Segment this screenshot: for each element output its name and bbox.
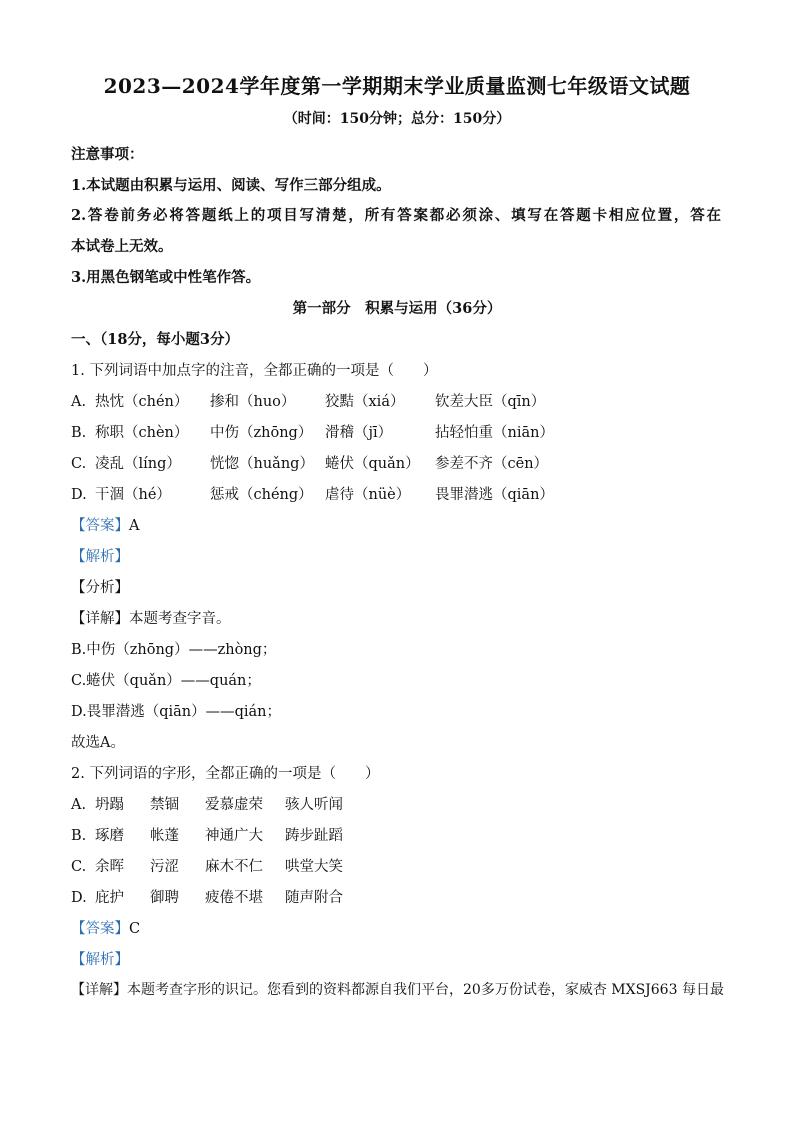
part-heading: 第一部分 积累与运用（36分） bbox=[292, 300, 502, 317]
option-term: 神通广大 bbox=[205, 828, 263, 844]
notice-item: 1.本试题由积累与运用、阅读、写作三部分组成。 bbox=[71, 177, 391, 194]
answer-value: C bbox=[129, 921, 141, 937]
fenxi-label: 【分析】 bbox=[71, 580, 129, 596]
detail-label: 【详解】 bbox=[71, 611, 129, 627]
explanation-line: 故选A。 bbox=[71, 735, 125, 751]
option-term: 爱慕虚荣 bbox=[205, 797, 263, 813]
notice-item: 本试卷上无效。 bbox=[71, 238, 173, 255]
option-term: 热忱（chén） bbox=[95, 394, 189, 410]
detail-line bbox=[71, 979, 724, 999]
question-stem: 2. 下列词语的字形，全都正确的一项是（ ） bbox=[71, 766, 380, 782]
notice-heading: 注意事项： bbox=[71, 146, 144, 163]
notice-item: 3.用黑色钢笔或中性笔作答。 bbox=[71, 269, 261, 286]
option-term: 畏罪潜逃（qiān） bbox=[435, 487, 554, 503]
explanation-line: C.蜷伏（quǎn）——quán； bbox=[71, 673, 261, 689]
option-letter: C. bbox=[71, 456, 87, 472]
option-term: 钦差大臣（qīn） bbox=[435, 394, 546, 410]
option-row bbox=[71, 793, 343, 814]
option-letter: D. bbox=[71, 487, 87, 503]
option-term: 凌乱（líng） bbox=[95, 456, 181, 472]
option-term: 蜷伏（quǎn） bbox=[325, 456, 420, 472]
option-letter: C. bbox=[71, 859, 87, 875]
option-row bbox=[71, 452, 548, 473]
notice-item: 2.答卷前务必将答题纸上的项目写清楚，所有答案都必须涂、填写在答题卡相应位置，答在 bbox=[71, 207, 721, 224]
answer-label: 【答案】 bbox=[71, 518, 129, 534]
option-term: 恍惚（huǎng） bbox=[210, 456, 314, 472]
option-term: 拈轻怕重（niān） bbox=[435, 425, 554, 441]
detail-label: 【详解】 bbox=[71, 982, 127, 998]
option-term: 骇人听闻 bbox=[285, 797, 343, 813]
option-term: 踌步趾蹈 bbox=[285, 828, 343, 844]
detail-text: 本题考查字音。 bbox=[129, 611, 231, 627]
section-heading: 一、（18分，每小题3分） bbox=[71, 331, 240, 348]
option-term: 庇护 bbox=[95, 890, 124, 906]
analysis-label: 【解析】 bbox=[71, 952, 129, 968]
page-title: 2023—2024学年度第一学期期末学业质量监测七年级语文试题 bbox=[103, 74, 691, 98]
analysis-label: 【解析】 bbox=[71, 549, 129, 565]
answer-line bbox=[71, 917, 140, 938]
detail-text: 本题考查字形的识记。您看到的资料都源自我们平台，20多万份试卷，家威杏 MXSJ663 每日最 bbox=[127, 982, 724, 998]
option-term: 参差不齐（cēn） bbox=[435, 456, 549, 472]
option-term: 称职（chèn） bbox=[95, 425, 189, 441]
option-term: 麻木不仁 bbox=[205, 859, 263, 875]
exam-info: （时间：150分钟；总分：150分） bbox=[283, 111, 511, 127]
detail-line bbox=[71, 607, 231, 628]
option-term: 随声附合 bbox=[285, 890, 343, 906]
option-term: 帐蓬 bbox=[150, 828, 179, 844]
option-term: 狡黠（xiá） bbox=[325, 394, 405, 410]
question-stem: 1. 下列词语中加点字的注音，全都正确的一项是（ ） bbox=[71, 363, 438, 379]
option-letter: A. bbox=[71, 797, 87, 813]
option-letter: A. bbox=[71, 394, 87, 410]
option-row bbox=[71, 886, 343, 907]
option-letter: D. bbox=[71, 890, 87, 906]
option-letter: B. bbox=[71, 828, 87, 844]
option-term: 干涸（hé） bbox=[95, 487, 171, 503]
option-row bbox=[71, 855, 343, 876]
option-term: 虐待（nüè） bbox=[325, 487, 411, 503]
option-row bbox=[71, 421, 554, 442]
explanation-line: D.畏罪潜逃（qiān）——qián； bbox=[71, 704, 282, 720]
option-letter: B. bbox=[71, 425, 87, 441]
option-term: 污涩 bbox=[150, 859, 179, 875]
option-term: 中伤（zhōng） bbox=[210, 425, 313, 441]
option-row bbox=[71, 390, 545, 411]
answer-line bbox=[71, 514, 139, 535]
option-term: 琢磨 bbox=[95, 828, 124, 844]
option-row bbox=[71, 483, 554, 504]
option-row bbox=[71, 824, 343, 845]
option-term: 坍蹋 bbox=[95, 797, 124, 813]
answer-value: A bbox=[129, 518, 140, 534]
option-term: 御聘 bbox=[150, 890, 179, 906]
option-term: 余晖 bbox=[95, 859, 124, 875]
option-term: 禁锢 bbox=[150, 797, 179, 813]
explanation-line: B.中伤（zhōng）——zhòng； bbox=[71, 642, 277, 658]
option-term: 哄堂大笑 bbox=[285, 859, 343, 875]
option-term: 疲倦不堪 bbox=[205, 890, 263, 906]
answer-label: 【答案】 bbox=[71, 921, 129, 937]
option-term: 惩戒（chéng） bbox=[210, 487, 313, 503]
option-term: 滑稽（jī） bbox=[325, 425, 393, 441]
option-term: 掺和（huo） bbox=[210, 394, 296, 410]
